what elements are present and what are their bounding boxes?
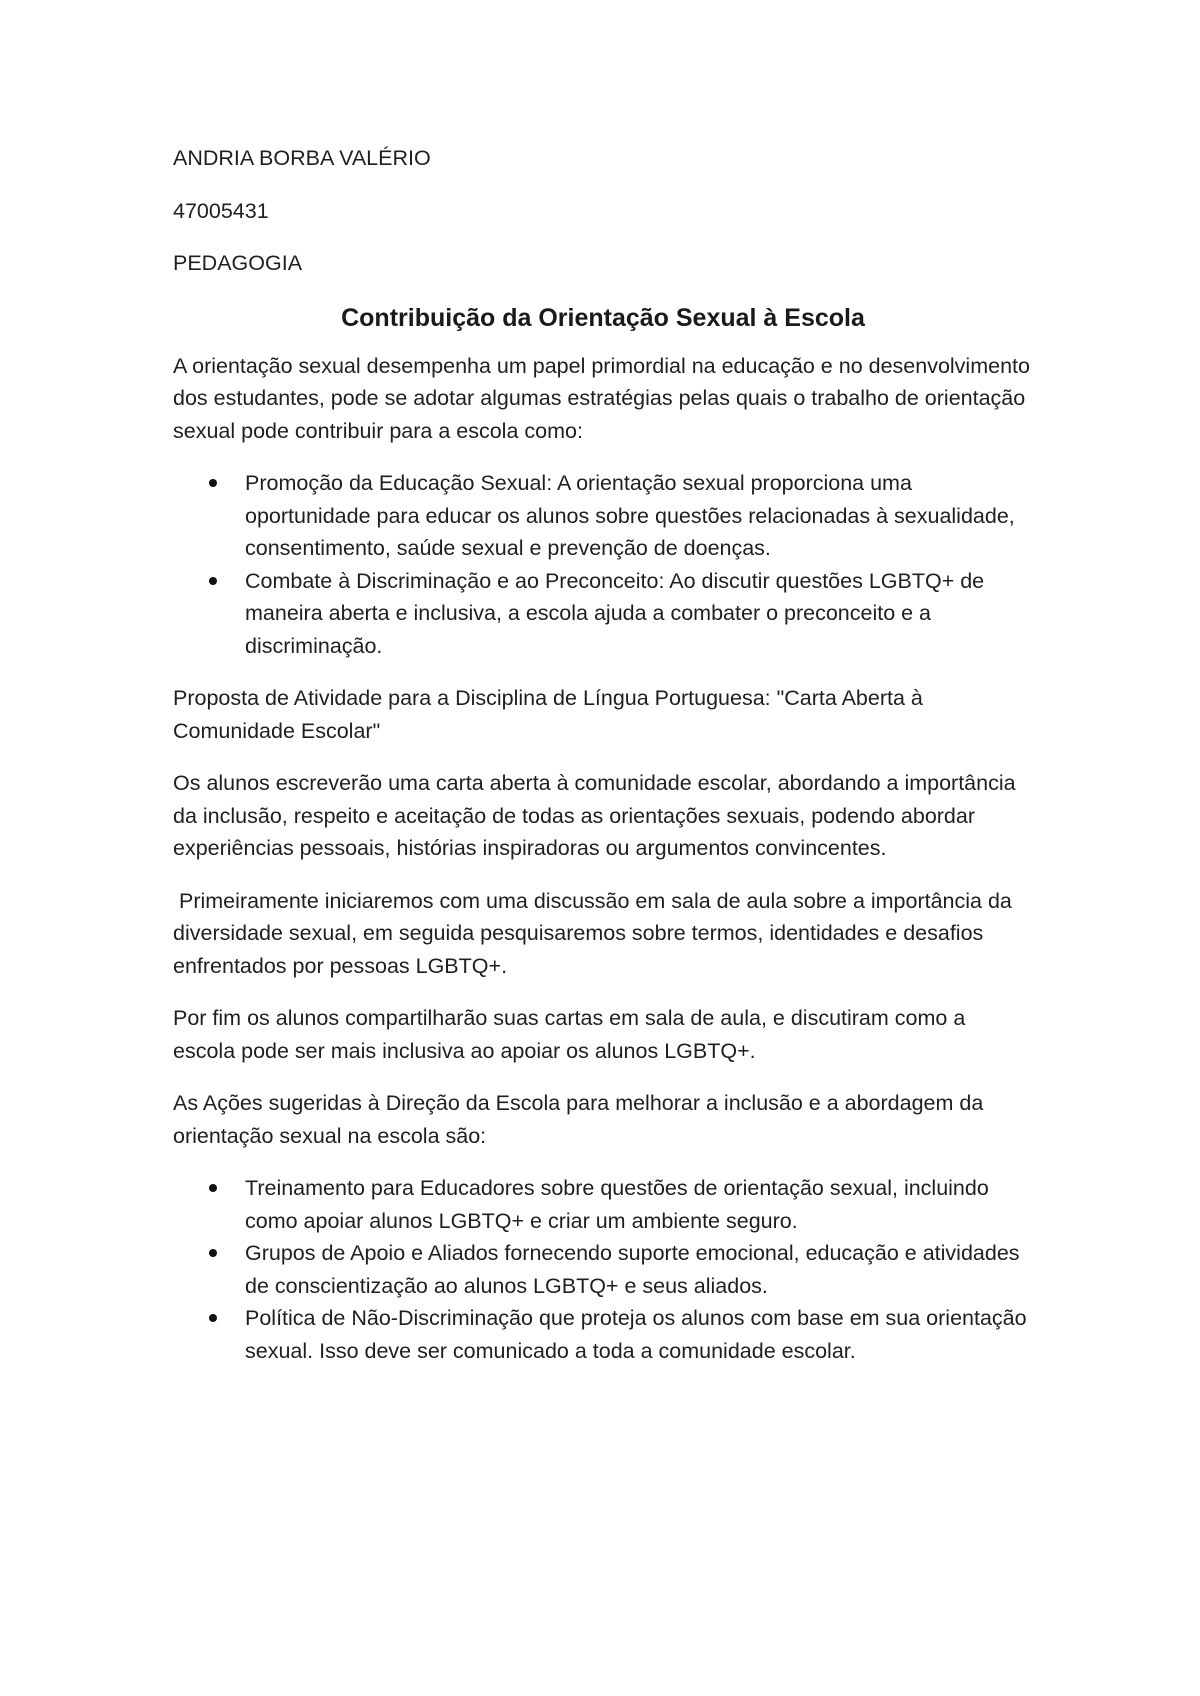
actions-list (173, 1172, 1033, 1367)
author-name: ANDRIA BORBA VALÉRIO (173, 146, 431, 170)
list-item (173, 467, 1033, 565)
bullet-icon (209, 1314, 217, 1322)
document-title: Contribuição da Orientação Sexual à Escola (341, 303, 865, 332)
actions-intro: As Ações sugeridas à Direção da Escola para melhorar a inclusão e a abordagem da orientação sexual na escola são: (173, 1091, 984, 1148)
bullet-icon (209, 577, 217, 585)
proposal-steps: Primeiramente iniciaremos com uma discussão em sala de aula sobre a importância da diversidade sexual, em seguida pesquisaremos sobre termos, identidades e desafios enfrentados por pessoas LGBTQ+. (173, 888, 1018, 978)
list-item (173, 1172, 1033, 1237)
proposal-title: Proposta de Atividade para a Disciplina de Língua Portuguesa: "Carta Aberta à Comunidade Escolar" (173, 686, 923, 743)
bullet-icon (209, 479, 217, 487)
list-item-text: Promoção da Educação Sexual: A orientação sexual proporciona uma oportunidade para educar os alunos sobre questões relacionadas à sexualidade, consentimento, saúde sexual e prevenção de doenças. (245, 471, 1015, 560)
document-body (173, 142, 1033, 1387)
proposal-closing: Por fim os alunos compartilharão suas cartas em sala de aula, e discutiram como a escola pode ser mais inclusiva ao apoiar os alunos LGBTQ+. (173, 1006, 966, 1063)
list-item-text: Grupos de Apoio e Aliados fornecendo suporte emocional, educação e atividades de conscientização ao alunos LGBTQ+ e seus aliados. (245, 1241, 1020, 1298)
list-item (173, 565, 1033, 663)
course-name: PEDAGOGIA (173, 251, 303, 275)
intro-paragraph: A orientação sexual desempenha um papel primordial na educação e no desenvolvimento dos estudantes, pode se adotar algumas estratégias pelas quais o trabalho de orientação sexual pode contribuir para a escola como: (173, 353, 1030, 443)
bullet-icon (209, 1249, 217, 1257)
list-item (173, 1302, 1033, 1367)
student-id: 47005431 (173, 198, 269, 223)
contributions-list (173, 467, 1033, 662)
list-item-text: Combate à Discriminação e ao Preconceito: Ao discutir questões LGBTQ+ de maneira aberta e inclusiva, a escola ajuda a combater o preconceito e a discriminação. (245, 568, 985, 658)
list-item (173, 1237, 1033, 1302)
list-item-text: Treinamento para Educadores sobre questões de orientação sexual, incluindo como apoiar alunos LGBTQ+ e criar um ambiente seguro. (245, 1176, 989, 1233)
proposal-description: Os alunos escreverão uma carta aberta à comunidade escolar, abordando a importância da inclusão, respeito e aceitação de todas as orientações sexuais, podendo abordar experiências pessoais, histórias inspiradoras ou argumentos convincentes. (173, 771, 1016, 860)
list-item-text: Política de Não-Discriminação que proteja os alunos com base em sua orientação sexual. Isso deve ser comunicado a toda a comunidade escolar. (245, 1306, 1027, 1363)
bullet-icon (209, 1184, 217, 1192)
